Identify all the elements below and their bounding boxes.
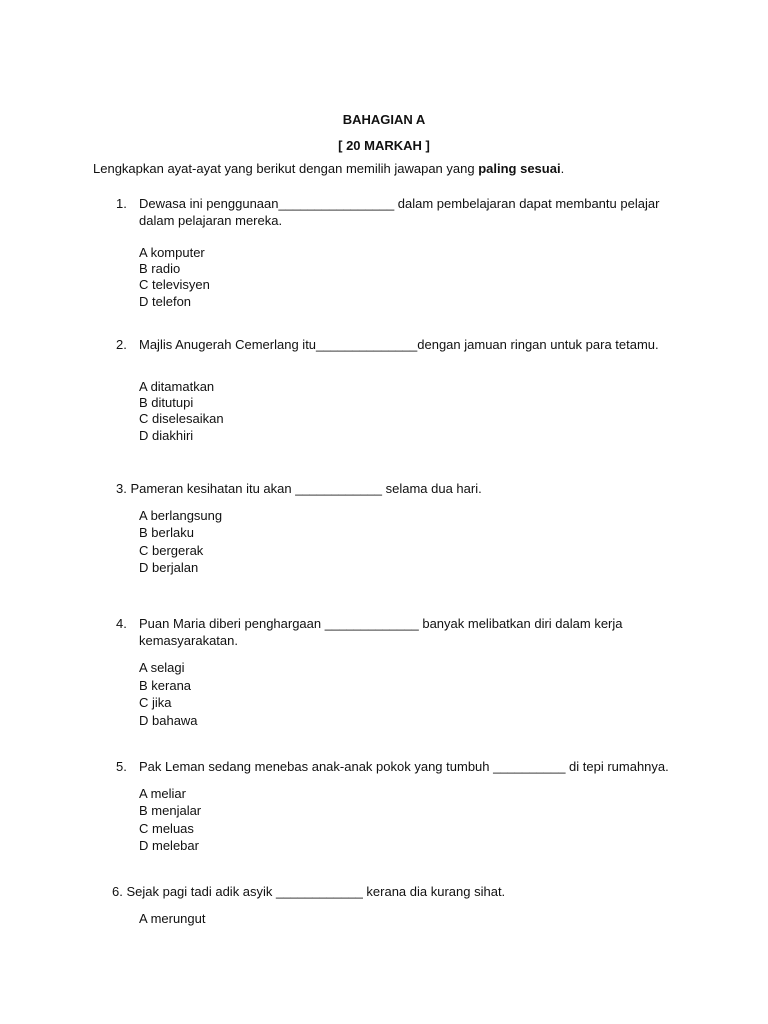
marks-label: [ 20 MARKAH ] — [338, 138, 430, 153]
instruction — [93, 160, 564, 177]
option-b: B berlaku — [139, 525, 194, 540]
question-number: 4. — [116, 616, 127, 631]
instruction-suffix: . — [560, 161, 565, 176]
option-c: C diselesaikan — [139, 411, 224, 426]
question-text-continued: dalam pelajaran mereka. — [139, 213, 283, 228]
option-b: B kerana — [139, 678, 192, 693]
question-text: Pak Leman sedang menebas anak-anak pokok yang tumbuh __________ di tepi rumahnya. — [139, 759, 669, 774]
question-text: 6. Sejak pagi tadi adik asyik ____________ kerana dia kurang sihat. — [112, 884, 506, 899]
instruction-emphasis: paling sesuai — [478, 161, 561, 176]
option-b: B ditutupi — [139, 395, 194, 410]
option-c: C televisyen — [139, 277, 210, 292]
question-text: 3. Pameran kesihatan itu akan ____________ selama dua hari. — [116, 481, 482, 496]
option-a: A selagi — [139, 660, 185, 675]
option-d: D telefon — [139, 294, 192, 309]
option-a: A ditamatkan — [139, 379, 215, 394]
option-a: A meliar — [139, 786, 186, 801]
option-a: A berlangsung — [139, 508, 223, 523]
question-text: Dewasa ini penggunaan________________ dalam pembelajaran dapat membantu pelajar — [139, 196, 660, 211]
option-c: C bergerak — [139, 543, 204, 558]
question-text-continued: kemasyarakatan. — [139, 633, 238, 648]
question-number: 2. — [116, 337, 127, 352]
section-title: BAHAGIAN A — [342, 112, 426, 127]
instruction-text: Lengkapkan ayat-ayat yang berikut dengan memilih jawapan yang — [93, 161, 479, 176]
option-a: A komputer — [139, 245, 205, 260]
question-text: Majlis Anugerah Cemerlang itu______________dengan jamuan ringan untuk para tetamu. — [139, 337, 659, 352]
option-a: A merungut — [139, 911, 206, 926]
question-number: 1. — [116, 196, 127, 211]
option-c: C meluas — [139, 821, 194, 836]
question-text: Puan Maria diberi penghargaan _____________ banyak melibatkan diri dalam kerja — [139, 616, 623, 631]
question-number: 5. — [116, 759, 127, 774]
option-d: D diakhiri — [139, 428, 194, 443]
option-d: D bahawa — [139, 713, 198, 728]
option-b: B menjalar — [139, 803, 202, 818]
option-b: B radio — [139, 261, 181, 276]
option-d: D melebar — [139, 838, 199, 853]
option-d: D berjalan — [139, 560, 199, 575]
option-c: C jika — [139, 695, 172, 710]
